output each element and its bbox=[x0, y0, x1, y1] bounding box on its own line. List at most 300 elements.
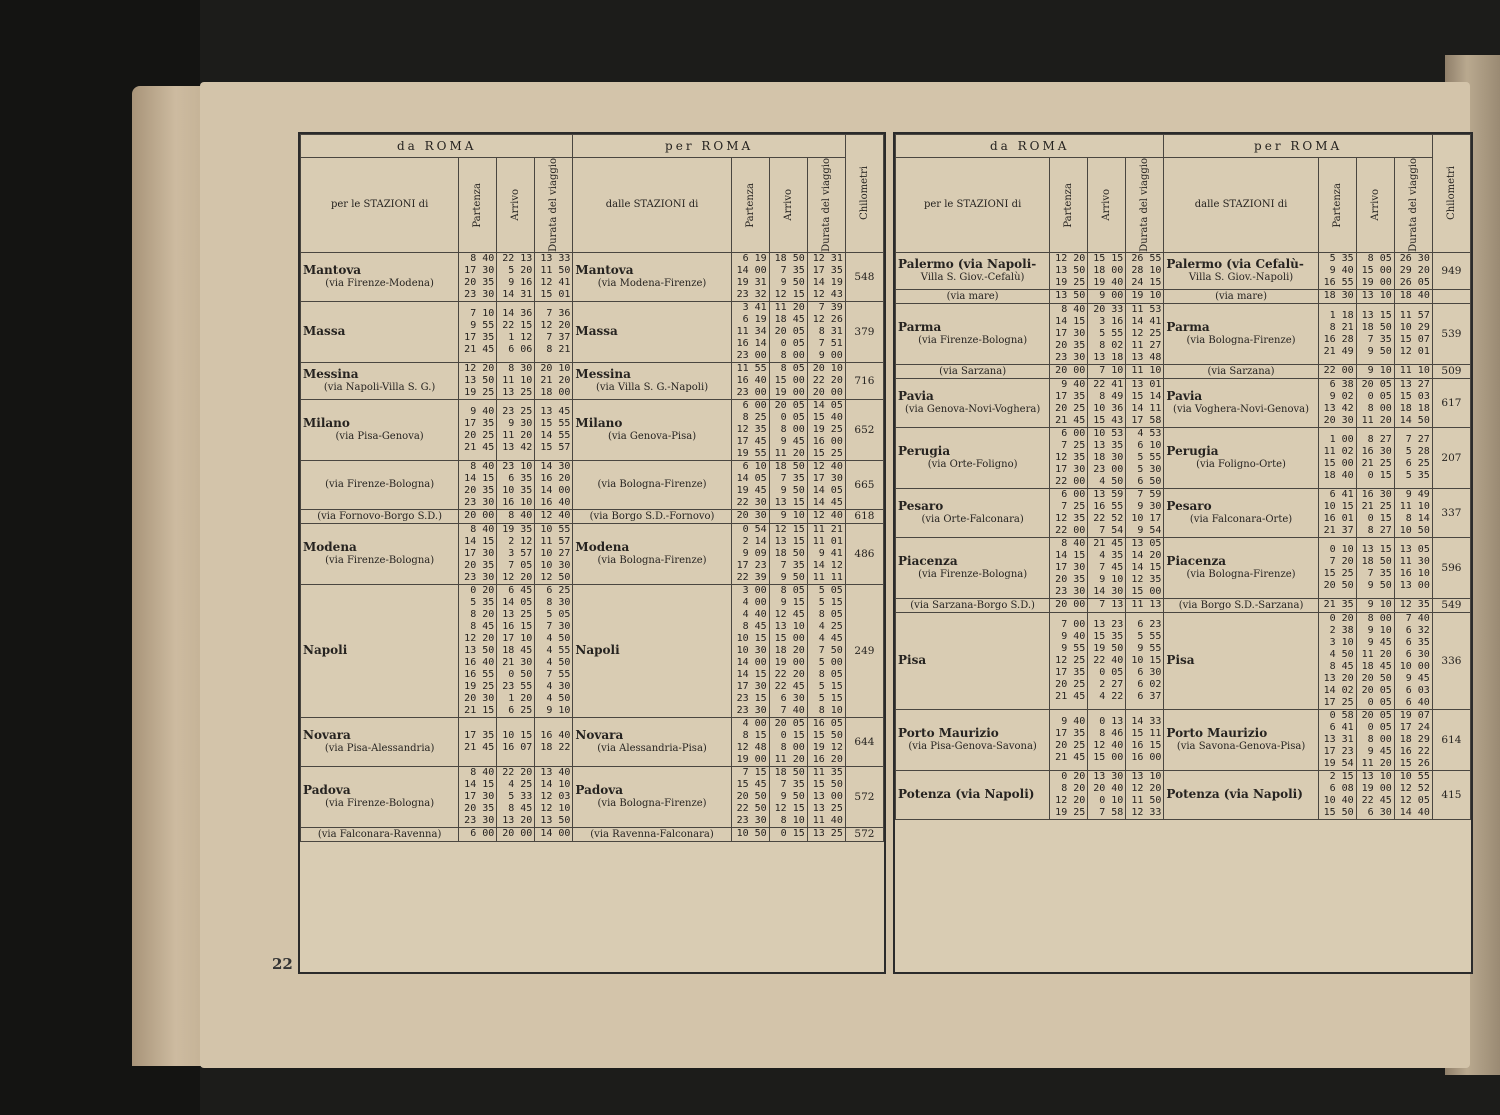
departure-times: 13 50 bbox=[1050, 289, 1088, 303]
route-via: (via Pisa-Alessandria) bbox=[324, 742, 435, 754]
timetable-left-table bbox=[300, 134, 884, 842]
departure-times: 1 18 8 21 16 28 21 49 bbox=[1318, 303, 1356, 364]
departure-times: 9 40 17 35 20 25 21 45 bbox=[1050, 378, 1088, 427]
header-per-le-stazioni: per le STAZIONI di bbox=[301, 158, 459, 253]
station-cell bbox=[301, 584, 459, 717]
route-via: (via Orte-Falconara) bbox=[921, 513, 1024, 525]
arrival-times: 20 33 3 16 5 55 8 02 13 18 bbox=[1088, 303, 1126, 364]
kilometers: 618 bbox=[845, 509, 883, 523]
departure-times: 3 41 6 19 11 34 16 14 23 00 bbox=[731, 301, 769, 362]
departure-times: 12 20 13 50 19 25 bbox=[459, 362, 497, 399]
kilometers: 596 bbox=[1432, 537, 1470, 598]
table-row bbox=[896, 378, 1471, 427]
departure-times: 12 20 13 50 19 25 bbox=[1050, 252, 1088, 289]
departure-times: 8 40 14 15 17 30 20 35 23 30 bbox=[459, 523, 497, 584]
route-via: (via Fornovo-Borgo S.D.) bbox=[317, 510, 442, 522]
duration-times: 11 10 bbox=[1394, 364, 1432, 378]
station-cell bbox=[896, 252, 1050, 289]
duration-times: 7 40 6 32 6 35 6 30 10 00 9 45 6 03 6 40 bbox=[1394, 612, 1432, 709]
station-name: Parma bbox=[898, 319, 942, 334]
route-via: (via Alessandria-Pisa) bbox=[597, 742, 707, 754]
kilometers: 249 bbox=[845, 584, 883, 717]
timetable-left-body bbox=[301, 252, 884, 841]
header-durata: Durata del viaggio bbox=[1394, 158, 1432, 253]
duration-times: 20 10 21 20 18 00 bbox=[535, 362, 573, 399]
duration-times: 12 40 bbox=[807, 509, 845, 523]
station-cell bbox=[573, 766, 731, 827]
table-row bbox=[896, 252, 1471, 289]
arrival-times: 13 23 15 35 19 50 22 40 0 05 2 27 4 22 bbox=[1088, 612, 1126, 709]
departure-times: 7 15 15 45 20 50 22 50 23 30 bbox=[731, 766, 769, 827]
duration-times: 5 05 5 15 8 05 4 25 4 45 7 50 5 00 8 05 5 15 5 15 8 10 bbox=[807, 584, 845, 717]
table-row bbox=[896, 488, 1471, 537]
station-cell bbox=[301, 301, 459, 362]
departure-times: 8 40 14 15 17 30 20 35 23 30 bbox=[459, 766, 497, 827]
station-name: Parma bbox=[1166, 319, 1210, 334]
station-cell bbox=[573, 523, 731, 584]
header-per-roma: per ROMA bbox=[573, 135, 845, 158]
table-row bbox=[301, 252, 884, 301]
departure-times: 0 58 6 41 13 31 17 23 19 54 bbox=[1318, 709, 1356, 770]
station-name: Napoli bbox=[575, 643, 620, 658]
kilometers: 486 bbox=[845, 523, 883, 584]
arrival-times: 22 13 5 20 9 16 14 31 bbox=[497, 252, 535, 301]
arrival-times: 14 36 22 15 1 12 6 06 bbox=[497, 301, 535, 362]
station-cell bbox=[301, 460, 459, 509]
station-name: Pisa bbox=[1166, 653, 1195, 668]
route-via: (via Sarzana) bbox=[939, 365, 1007, 377]
station-name: Napoli bbox=[303, 643, 348, 658]
route-via: (via Pisa-Genova) bbox=[335, 430, 424, 442]
departure-times: 11 55 16 40 23 00 bbox=[731, 362, 769, 399]
arrival-times: 20 00 bbox=[497, 827, 535, 841]
table-row bbox=[896, 598, 1471, 612]
station-cell bbox=[573, 252, 731, 301]
route-via: (via Falconara-Orte) bbox=[1189, 513, 1293, 525]
station-cell bbox=[301, 827, 459, 841]
arrival-times: 0 13 8 46 12 40 15 00 bbox=[1088, 709, 1126, 770]
route-via: (via Villa S. G.-Napoli) bbox=[595, 381, 709, 393]
table-row bbox=[896, 364, 1471, 378]
duration-times: 19 07 17 24 18 29 16 22 15 26 bbox=[1394, 709, 1432, 770]
station-name: Potenza (via Napoli) bbox=[898, 787, 1035, 802]
route-via: (via Bologna-Firenze) bbox=[1186, 568, 1296, 580]
departure-times: 7 10 9 55 17 35 21 45 bbox=[459, 301, 497, 362]
arrival-times: 18 50 7 35 9 50 12 15 8 10 bbox=[769, 766, 807, 827]
duration-times: 7 36 12 20 7 37 8 21 bbox=[535, 301, 573, 362]
departure-times: 8 40 14 15 17 30 20 35 23 30 bbox=[1050, 303, 1088, 364]
station-cell bbox=[573, 362, 731, 399]
departure-times: 20 30 bbox=[731, 509, 769, 523]
arrival-times: 8 05 15 00 19 00 bbox=[1356, 252, 1394, 289]
arrival-times: 12 15 13 15 18 50 7 35 9 50 bbox=[769, 523, 807, 584]
arrival-times: 20 05 0 05 8 00 9 45 11 20 bbox=[1356, 709, 1394, 770]
kilometers: 207 bbox=[1432, 427, 1470, 488]
header-per-le-stazioni: per le STAZIONI di bbox=[896, 158, 1050, 253]
station-cell bbox=[573, 301, 731, 362]
route-via: (via Firenze-Bologna) bbox=[918, 568, 1028, 580]
station-name: Pavia bbox=[898, 388, 934, 403]
duration-times: 12 40 bbox=[535, 509, 573, 523]
arrival-times: 10 15 16 07 bbox=[497, 717, 535, 766]
duration-times: 26 55 28 10 24 15 bbox=[1126, 252, 1164, 289]
duration-times: 11 57 10 29 15 07 12 01 bbox=[1394, 303, 1432, 364]
station-cell bbox=[896, 598, 1050, 612]
header-dalle-stazioni: dalle STAZIONI di bbox=[1164, 158, 1318, 253]
table-row bbox=[896, 709, 1471, 770]
arrival-times: 0 15 bbox=[769, 827, 807, 841]
arrival-times: 7 13 bbox=[1088, 598, 1126, 612]
arrival-times: 22 20 4 25 5 33 8 45 13 20 bbox=[497, 766, 535, 827]
departure-times: 20 00 bbox=[1050, 598, 1088, 612]
station-cell bbox=[896, 427, 1050, 488]
kilometers bbox=[1432, 289, 1470, 303]
station-name: Pesaro bbox=[898, 498, 944, 513]
station-cell bbox=[301, 523, 459, 584]
arrival-times: 9 00 bbox=[1088, 289, 1126, 303]
duration-times: 12 40 17 30 14 05 14 45 bbox=[807, 460, 845, 509]
table-row bbox=[301, 766, 884, 827]
station-name: Mantova bbox=[575, 262, 634, 277]
duration-times: 12 31 17 35 14 19 12 43 bbox=[807, 252, 845, 301]
station-name: Milano bbox=[303, 415, 350, 430]
route-via: (via Borgo S.D.-Fornovo) bbox=[589, 510, 715, 522]
arrival-times: 9 10 bbox=[1356, 364, 1394, 378]
duration-times: 7 27 5 28 6 25 5 35 bbox=[1394, 427, 1432, 488]
table-row bbox=[301, 301, 884, 362]
duration-times: 16 05 15 50 19 12 16 20 bbox=[807, 717, 845, 766]
kilometers: 665 bbox=[845, 460, 883, 509]
arrival-times: 8 30 11 10 13 25 bbox=[497, 362, 535, 399]
header-durata: Durata del viaggio bbox=[1126, 158, 1164, 253]
table-row bbox=[896, 427, 1471, 488]
route-via: (via Firenze-Bologna) bbox=[325, 479, 435, 491]
departure-times: 6 19 14 00 19 31 23 32 bbox=[731, 252, 769, 301]
departure-times: 3 00 4 00 4 40 8 45 10 15 10 30 14 00 14 15 17 30 23 15 23 30 bbox=[731, 584, 769, 717]
station-name: Mantova bbox=[303, 262, 362, 277]
arrival-times: 20 05 0 05 8 00 11 20 bbox=[1356, 378, 1394, 427]
header-chilometri: Chilometri bbox=[845, 135, 883, 253]
departure-times: 5 35 9 40 16 55 bbox=[1318, 252, 1356, 289]
duration-times: 11 21 11 01 9 41 14 12 11 11 bbox=[807, 523, 845, 584]
departure-times: 6 41 10 15 16 01 21 37 bbox=[1318, 488, 1356, 537]
table-row bbox=[301, 509, 884, 523]
table-row bbox=[301, 523, 884, 584]
station-cell bbox=[1164, 488, 1318, 537]
arrival-times: 13 15 18 50 7 35 9 50 bbox=[1356, 537, 1394, 598]
departure-times: 18 30 bbox=[1318, 289, 1356, 303]
station-name: Padova bbox=[575, 782, 624, 797]
kilometers: 716 bbox=[845, 362, 883, 399]
kilometers: 949 bbox=[1432, 252, 1470, 289]
route-via: (via Sarzana) bbox=[1207, 365, 1275, 377]
arrival-times: 13 10 19 00 22 45 6 30 bbox=[1356, 770, 1394, 819]
duration-times: 7 39 12 26 8 31 7 51 9 00 bbox=[807, 301, 845, 362]
route-via: (via Bologna-Firenze) bbox=[597, 479, 707, 491]
header-chilometri: Chilometri bbox=[1432, 135, 1470, 253]
route-via: (via Borgo S.D.-Sarzana) bbox=[1178, 599, 1304, 611]
departure-times: 6 00 bbox=[459, 827, 497, 841]
arrival-times: 8 00 9 10 9 45 11 20 18 45 20 50 20 05 0 05 bbox=[1356, 612, 1394, 709]
kilometers: 614 bbox=[1432, 709, 1470, 770]
station-name: Massa bbox=[575, 324, 618, 339]
departure-times: 6 00 7 25 12 35 17 30 22 00 bbox=[1050, 427, 1088, 488]
departure-times: 10 50 bbox=[731, 827, 769, 841]
table-row bbox=[896, 770, 1471, 819]
duration-times: 11 10 bbox=[1126, 364, 1164, 378]
station-name: Pisa bbox=[898, 653, 927, 668]
arrival-times: 8 27 16 30 21 25 0 15 bbox=[1356, 427, 1394, 488]
arrival-times: 16 30 21 25 0 15 8 27 bbox=[1356, 488, 1394, 537]
route-via: (via Genova-Pisa) bbox=[607, 430, 697, 442]
duration-times: 13 05 11 30 16 10 13 00 bbox=[1394, 537, 1432, 598]
station-cell bbox=[573, 827, 731, 841]
duration-times: 14 00 bbox=[535, 827, 573, 841]
arrival-times: 11 20 18 45 20 05 0 05 8 00 bbox=[769, 301, 807, 362]
station-cell bbox=[896, 612, 1050, 709]
route-via: (via Ravenna-Falconara) bbox=[590, 828, 714, 840]
arrival-times: 18 50 7 35 9 50 13 15 bbox=[769, 460, 807, 509]
station-name: Milano bbox=[575, 415, 623, 430]
station-cell bbox=[896, 709, 1050, 770]
station-cell bbox=[301, 252, 459, 301]
kilometers: 336 bbox=[1432, 612, 1470, 709]
station-name: Padova bbox=[303, 782, 351, 797]
duration-times: 14 30 16 20 14 00 16 40 bbox=[535, 460, 573, 509]
departure-times: 6 10 14 05 19 45 22 30 bbox=[731, 460, 769, 509]
kilometers: 509 bbox=[1432, 364, 1470, 378]
departure-times: 21 35 bbox=[1318, 598, 1356, 612]
station-name: Pesaro bbox=[1166, 498, 1212, 513]
header-arrivo: Arrivo bbox=[769, 158, 807, 253]
arrival-times: 7 10 bbox=[1088, 364, 1126, 378]
header-per-roma: per ROMA bbox=[1164, 135, 1432, 158]
departure-times: 0 20 5 35 8 20 8 45 12 20 13 50 16 40 16 55 19 25 20 30 21 15 bbox=[459, 584, 497, 717]
station-cell bbox=[896, 537, 1050, 598]
route-via: (via mare) bbox=[946, 290, 999, 302]
arrival-times: 22 41 8 49 10 36 15 43 bbox=[1088, 378, 1126, 427]
header-partenza: Partenza bbox=[459, 158, 497, 253]
route-via: (via Firenze-Modena) bbox=[325, 277, 434, 289]
station-cell bbox=[573, 584, 731, 717]
route-via: (via Foligno-Orte) bbox=[1196, 458, 1286, 470]
station-name: Palermo (via Cefalù- bbox=[1166, 256, 1304, 271]
arrival-times: 9 10 bbox=[1356, 598, 1394, 612]
duration-times: 18 40 bbox=[1394, 289, 1432, 303]
departure-times: 6 38 9 02 13 42 20 30 bbox=[1318, 378, 1356, 427]
duration-times: 6 25 8 30 5 05 7 30 4 50 4 55 4 50 7 55 4 30 4 50 9 10 bbox=[535, 584, 573, 717]
duration-times: 20 10 22 20 20 00 bbox=[807, 362, 845, 399]
arrival-times: 10 53 13 35 18 30 23 00 4 50 bbox=[1088, 427, 1126, 488]
station-name: Porto Maurizio bbox=[898, 725, 999, 740]
kilometers: 379 bbox=[845, 301, 883, 362]
arrival-times: 9 10 bbox=[769, 509, 807, 523]
arrival-times: 20 05 0 05 8 00 9 45 11 20 bbox=[769, 399, 807, 460]
station-cell bbox=[573, 460, 731, 509]
duration-times: 11 53 14 41 12 25 11 27 13 48 bbox=[1126, 303, 1164, 364]
arrival-times: 13 15 18 50 7 35 9 50 bbox=[1356, 303, 1394, 364]
route-via: (via Firenze-Bologna) bbox=[325, 797, 435, 809]
station-cell bbox=[896, 289, 1050, 303]
header-durata: Durata del viaggio bbox=[535, 158, 573, 253]
route-via: (via Bologna-Firenze) bbox=[1186, 334, 1296, 346]
station-cell bbox=[301, 362, 459, 399]
header-partenza: Partenza bbox=[1050, 158, 1088, 253]
departure-times: 0 20 8 20 12 20 19 25 bbox=[1050, 770, 1088, 819]
duration-times: 14 33 15 11 16 15 16 00 bbox=[1126, 709, 1164, 770]
station-cell bbox=[1164, 378, 1318, 427]
station-cell bbox=[896, 378, 1050, 427]
route-via: (via Bologna-Firenze) bbox=[597, 797, 707, 809]
table-row bbox=[301, 717, 884, 766]
route-via: (via mare) bbox=[1215, 290, 1267, 302]
route-via: (via Voghera-Novi-Genova) bbox=[1173, 403, 1310, 415]
station-cell bbox=[1164, 364, 1318, 378]
station-name: Pavia bbox=[1166, 388, 1203, 403]
table-row bbox=[896, 303, 1471, 364]
route-via: (via Bologna-Firenze) bbox=[597, 554, 707, 566]
station-cell bbox=[573, 509, 731, 523]
kilometers: 572 bbox=[845, 766, 883, 827]
page-number: 22 bbox=[272, 955, 293, 973]
duration-times: 11 13 bbox=[1126, 598, 1164, 612]
arrival-times: 13 30 20 40 0 10 7 58 bbox=[1088, 770, 1126, 819]
departure-times: 1 00 11 02 15 00 18 40 bbox=[1318, 427, 1356, 488]
departure-times: 4 00 8 15 12 48 19 00 bbox=[731, 717, 769, 766]
kilometers: 548 bbox=[845, 252, 883, 301]
station-name: Piacenza bbox=[898, 553, 958, 568]
route-via: (via Savona-Genova-Pisa) bbox=[1176, 740, 1306, 752]
kilometers: 549 bbox=[1432, 598, 1470, 612]
station-cell bbox=[1164, 612, 1318, 709]
arrival-times: 13 59 16 55 22 52 7 54 bbox=[1088, 488, 1126, 537]
station-name: Messina bbox=[303, 366, 359, 381]
route-via: (via Firenze-Bologna) bbox=[918, 334, 1028, 346]
header-arrivo: Arrivo bbox=[497, 158, 535, 253]
departure-times: 17 35 21 45 bbox=[459, 717, 497, 766]
station-cell bbox=[896, 303, 1050, 364]
table-row bbox=[896, 537, 1471, 598]
station-name: Piacenza bbox=[1166, 553, 1227, 568]
departure-times: 0 10 7 20 15 25 20 50 bbox=[1318, 537, 1356, 598]
station-name: Perugia bbox=[1166, 443, 1219, 458]
timetable-right-table bbox=[895, 134, 1471, 820]
table-row bbox=[301, 584, 884, 717]
station-cell bbox=[896, 364, 1050, 378]
route-via: Villa S. Giov.-Cefalù) bbox=[920, 271, 1025, 283]
station-name: Porto Maurizio bbox=[1166, 725, 1268, 740]
duration-times: 10 55 12 52 12 05 14 40 bbox=[1394, 770, 1432, 819]
table-row bbox=[301, 460, 884, 509]
kilometers: 415 bbox=[1432, 770, 1470, 819]
station-name: Massa bbox=[303, 324, 346, 339]
station-cell bbox=[1164, 289, 1318, 303]
arrival-times: 21 45 4 35 7 45 9 10 14 30 bbox=[1088, 537, 1126, 598]
station-cell bbox=[1164, 427, 1318, 488]
station-cell bbox=[301, 717, 459, 766]
header-durata: Durata del viaggio bbox=[807, 158, 845, 253]
duration-times: 26 30 29 20 26 05 bbox=[1394, 252, 1432, 289]
duration-times: 10 55 11 57 10 27 10 30 12 50 bbox=[535, 523, 573, 584]
departure-times: 0 54 2 14 9 09 17 23 22 39 bbox=[731, 523, 769, 584]
station-name: Novara bbox=[575, 727, 624, 742]
station-name: Modena bbox=[575, 539, 630, 554]
route-via: (via Orte-Foligno) bbox=[927, 458, 1018, 470]
kilometers: 644 bbox=[845, 717, 883, 766]
station-name: Novara bbox=[303, 727, 351, 742]
station-cell bbox=[1164, 598, 1318, 612]
station-name: Perugia bbox=[898, 443, 951, 458]
timetable-right bbox=[893, 132, 1473, 974]
duration-times: 13 25 bbox=[807, 827, 845, 841]
table-row bbox=[301, 399, 884, 460]
kilometers: 652 bbox=[845, 399, 883, 460]
kilometers: 539 bbox=[1432, 303, 1470, 364]
duration-times: 13 10 12 20 11 50 12 33 bbox=[1126, 770, 1164, 819]
route-via: (via Napoli-Villa S. G.) bbox=[323, 381, 436, 393]
station-name: Potenza (via Napoli) bbox=[1166, 787, 1303, 802]
station-cell bbox=[301, 509, 459, 523]
duration-times: 19 10 bbox=[1126, 289, 1164, 303]
route-via: (via Genova-Novi-Voghera) bbox=[904, 403, 1041, 415]
header-partenza: Partenza bbox=[1318, 158, 1356, 253]
duration-times: 7 59 9 30 10 17 9 54 bbox=[1126, 488, 1164, 537]
departure-times: 6 00 7 25 12 35 22 00 bbox=[1050, 488, 1088, 537]
departure-times: 8 40 14 15 17 30 20 35 23 30 bbox=[1050, 537, 1088, 598]
station-cell bbox=[1164, 303, 1318, 364]
departure-times: 20 00 bbox=[459, 509, 497, 523]
duration-times: 6 23 5 55 9 55 10 15 6 30 6 02 6 37 bbox=[1126, 612, 1164, 709]
departure-times: 0 20 2 38 3 10 4 50 8 45 13 20 14 02 17 25 bbox=[1318, 612, 1356, 709]
station-cell bbox=[573, 399, 731, 460]
departure-times: 8 40 17 30 20 35 23 30 bbox=[459, 252, 497, 301]
route-via: (via Falconara-Ravenna) bbox=[317, 828, 442, 840]
duration-times: 16 40 18 22 bbox=[535, 717, 573, 766]
timetable-right-body bbox=[896, 252, 1471, 819]
departure-times: 20 00 bbox=[1050, 364, 1088, 378]
kilometers: 337 bbox=[1432, 488, 1470, 537]
departure-times: 8 40 14 15 20 35 23 30 bbox=[459, 460, 497, 509]
station-cell bbox=[301, 766, 459, 827]
arrival-times: 18 50 7 35 9 50 12 15 bbox=[769, 252, 807, 301]
header-arrivo: Arrivo bbox=[1356, 158, 1394, 253]
route-via: (via Modena-Firenze) bbox=[597, 277, 707, 289]
arrival-times: 8 40 bbox=[497, 509, 535, 523]
header-arrivo: Arrivo bbox=[1088, 158, 1126, 253]
route-via: (via Pisa-Genova-Savona) bbox=[908, 740, 1037, 752]
station-cell bbox=[1164, 770, 1318, 819]
duration-times: 9 49 11 10 8 14 10 50 bbox=[1394, 488, 1432, 537]
duration-times: 13 33 11 50 12 41 15 01 bbox=[535, 252, 573, 301]
header-partenza: Partenza bbox=[731, 158, 769, 253]
duration-times: 14 05 15 40 19 25 16 00 15 25 bbox=[807, 399, 845, 460]
departure-times: 7 00 9 40 9 55 12 25 17 35 20 25 21 45 bbox=[1050, 612, 1088, 709]
station-cell bbox=[896, 770, 1050, 819]
kilometers: 617 bbox=[1432, 378, 1470, 427]
departure-times: 22 00 bbox=[1318, 364, 1356, 378]
header-da-roma: da ROMA bbox=[301, 135, 573, 158]
station-name: Messina bbox=[575, 366, 631, 381]
station-name: Modena bbox=[303, 539, 357, 554]
arrival-times: 13 10 bbox=[1356, 289, 1394, 303]
route-via: Villa S. Giov.-Napoli) bbox=[1188, 271, 1294, 283]
header-da-roma: da ROMA bbox=[896, 135, 1164, 158]
station-cell bbox=[1164, 709, 1318, 770]
station-cell bbox=[301, 399, 459, 460]
table-row bbox=[301, 362, 884, 399]
arrival-times: 20 05 0 15 8 00 11 20 bbox=[769, 717, 807, 766]
table-row bbox=[896, 289, 1471, 303]
